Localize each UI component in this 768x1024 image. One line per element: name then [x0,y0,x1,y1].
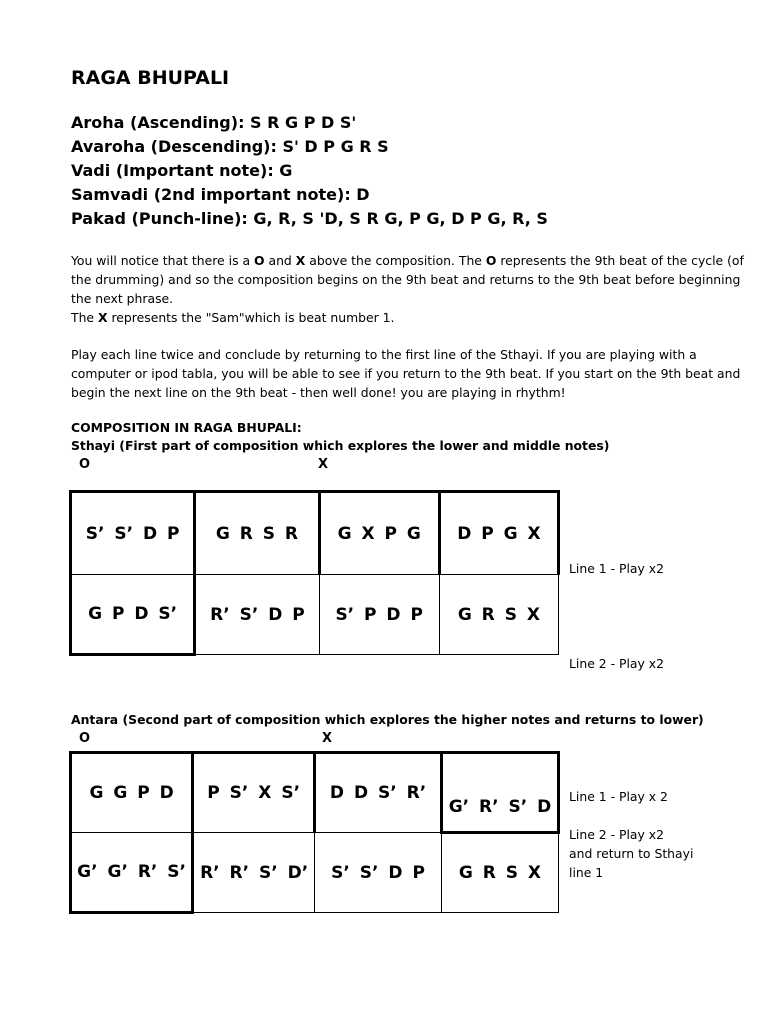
sthayi-cell: S’ P D P [319,575,439,655]
sthayi-cell: G P D S’ [71,575,195,655]
sthayi-row-1 [71,492,559,575]
antara-o-marker: O [79,731,91,746]
antara-cell: R’ R’ S’ D’ [193,833,315,913]
pakad-line: Pakad (Punch-line): G, R, S 'D, S R G, P G, D P G, R, S [71,209,548,228]
sthayi-cell: R’ S’ D P [195,575,319,655]
samvadi-line: Samvadi (2nd important note): D [71,185,370,204]
antara-cell: P S’ X S’ [193,753,315,833]
antara-cell: G R S X [441,833,558,913]
sthayi-cell: G R S R [195,492,319,575]
antara-line2-note-end: line 1 [569,865,604,880]
antara-x-marker: X [322,731,333,746]
para-text: above the composition. The [305,253,486,268]
sthayi-cell: G X P G [319,492,439,575]
o-marker-text: O [485,253,497,268]
antara-row-2 [71,833,559,913]
antara-heading: Antara (Second part of composition which explores the higher notes and returns to lower) [71,712,704,727]
para-text: You will notice that there is a [71,253,254,268]
antara-cell: S’ S’ D P [315,833,442,913]
x-marker-text: X [97,310,108,325]
antara-line2-note: Line 2 - Play x2 [569,827,664,842]
sthayi-o-marker: O [79,457,91,472]
avaroha-line: Avaroha (Descending): S' D P G R S [71,137,389,156]
sthayi-table [69,490,560,656]
antara-cell: G’ R’ S’ D [441,753,558,833]
antara-cell: G’ G’ R’ S’ [71,833,193,913]
page-title: RAGA BHUPALI [71,67,230,89]
para-text: The [71,310,98,325]
instructions-paragraph: Play each line twice and conclude by returning to the first line of the Sthayi. If you are playing with a computer or ipod tabla, you will be able to see if you return to the 9th beat. If you start on the 9th beat and begin the next line on the 9th beat - then well done! you are playing in rhythm! [71,347,741,400]
intro-paragraph [71,251,751,327]
x-marker-text: X [295,253,306,268]
sthayi-heading: Sthayi (First part of composition which explores the lower and middle notes) [71,438,610,453]
sthayi-line2-note: Line 2 - Play x2 [569,656,664,671]
antara-cell: D D S’ R’ [315,753,442,833]
antara-line1-note: Line 1 - Play x 2 [569,789,668,804]
sthayi-cell: D P G X [439,492,558,575]
aroha-line: Aroha (Ascending): S R G P D S' [71,113,357,132]
sthayi-cell: G R S X [439,575,558,655]
antara-line2-note-cont: and return to Sthayi [569,846,694,861]
antara-cell: G G P D [71,753,193,833]
para-text: represents the 9th beat of the cycle (of the drumming) and so the composition begins on the 9th beat and returns to the 9th beat before beginning the next phrase. [71,253,744,306]
sthayi-x-marker: X [318,457,329,472]
para-text: and [264,253,296,268]
antara-row-1 [71,753,559,833]
sthayi-line1-note: Line 1 - Play x2 [569,561,664,576]
vadi-line: Vadi (Important note): G [71,161,293,180]
composition-heading: COMPOSITION IN RAGA BHUPALI: [71,420,302,435]
sthayi-cell: S’ S’ D P [71,492,195,575]
o-marker-text: O [254,253,265,268]
antara-table [69,751,560,914]
para-text: represents the "Sam"which is beat number 1. [107,310,395,325]
sthayi-row-2 [71,575,559,655]
